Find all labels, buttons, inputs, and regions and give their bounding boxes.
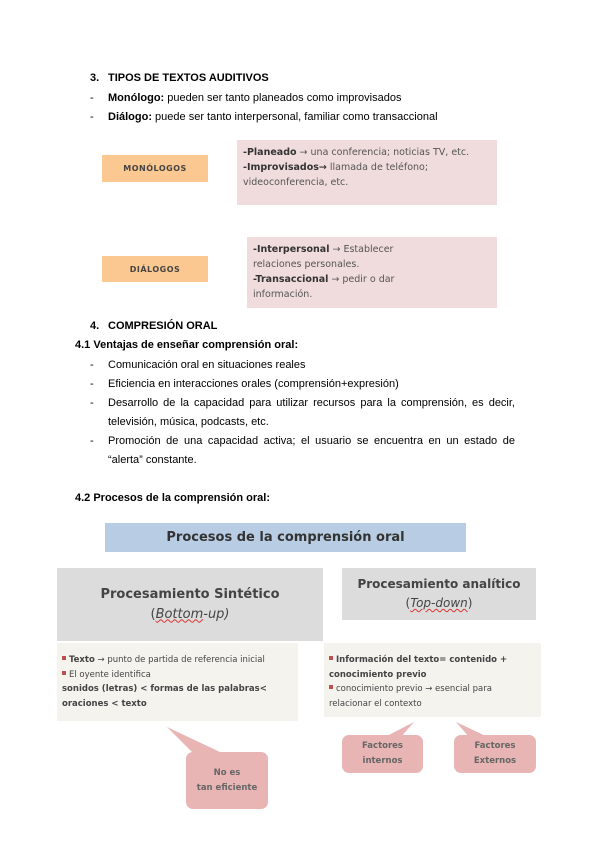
bullet-dash: - <box>90 435 94 447</box>
monologos-label-box: MONÓLOGOS <box>102 155 208 182</box>
subtitle-rest: -up) <box>203 606 230 622</box>
callout-external-factors <box>454 735 536 773</box>
subsection-4-1-heading: 4.1 Ventajas de enseñar comprensión oral: <box>75 339 299 351</box>
subtitle-term: Bottom <box>155 606 204 622</box>
header-title: Procesamiento analítico <box>357 577 521 591</box>
callout-text: Factores <box>361 741 403 751</box>
term: -Interpersonal <box>253 244 330 255</box>
term: -Transaccional <box>253 274 329 285</box>
term: Monólogo: <box>108 92 165 104</box>
callout-not-efficient <box>186 752 268 809</box>
callout-text: No es <box>213 767 241 778</box>
text: → una conferencia; noticias TV, etc. <box>296 147 470 158</box>
callout-text: internos <box>362 756 403 766</box>
list-item: Eficiencia en interacciones orales (comprensión+expresión) <box>108 378 399 390</box>
bullet-dash: - <box>90 397 94 409</box>
section-3-heading: TIPOS DE TEXTOS AUDITIVOS <box>108 72 269 84</box>
subtitle-term: Top-down <box>410 596 468 610</box>
header-title: Procesamiento Sintético <box>100 586 280 602</box>
section-3-number: 3. <box>90 72 100 84</box>
text: Información del texto= contenido + conocimiento previo <box>329 655 508 680</box>
term: Texto <box>69 655 95 665</box>
paren: ( <box>150 606 156 622</box>
callout-text: Externos <box>473 756 517 766</box>
subsection-4-2-heading: 4.2 Procesos de la comprensión oral: <box>75 492 271 504</box>
text: llamada de teléfono; videoconferencia, etc. <box>243 162 429 188</box>
bullet-dash: - <box>90 359 94 371</box>
section-4-heading: COMPRESIÓN ORAL <box>108 320 218 332</box>
section-4-number: 4. <box>90 320 100 332</box>
text: → Establecer relaciones personales. <box>253 244 394 270</box>
paren: ( <box>405 596 411 610</box>
definition: pueden ser tanto planeados como improvisados <box>164 92 402 104</box>
term: -Planeado <box>243 147 297 158</box>
definition: puede ser tanto interpersonal, familiar como transaccional <box>152 111 438 123</box>
text: conocimiento previo → esencial para relacionar el contexto <box>329 684 492 709</box>
bullet-dash: - <box>90 92 94 104</box>
text: → punto de partida de referencia inicial <box>94 655 265 665</box>
list-item: Desarrollo de la capacidad para utilizar recursos para la comprensión, es decir, televisión, música, podcasts, etc. <box>108 397 515 428</box>
dialogos-label-box: DIÁLOGOS <box>102 256 208 282</box>
term: -Improvisados→ <box>243 162 327 173</box>
text: El oyente identifica <box>69 669 151 680</box>
bullet-dash: - <box>90 378 94 390</box>
diagram-title: Procesos de la comprensión oral <box>105 523 466 552</box>
term: Diálogo: <box>108 111 152 123</box>
callout-internal-factors <box>342 735 423 773</box>
list-item: Promoción de una capacidad activa; el usuario se encuentra en un estado de “alerta” constante. <box>108 435 515 466</box>
text: sonidos (letras) < formas de las palabras< oraciones < texto <box>62 684 267 709</box>
bullet-dash: - <box>90 111 94 123</box>
callout-text: Factores <box>474 741 516 751</box>
text: → pedir o dar información. <box>253 274 395 300</box>
paren: ) <box>467 596 473 610</box>
callout-text: tan eficiente <box>196 782 258 793</box>
list-item: Comunicación oral en situaciones reales <box>108 359 306 371</box>
